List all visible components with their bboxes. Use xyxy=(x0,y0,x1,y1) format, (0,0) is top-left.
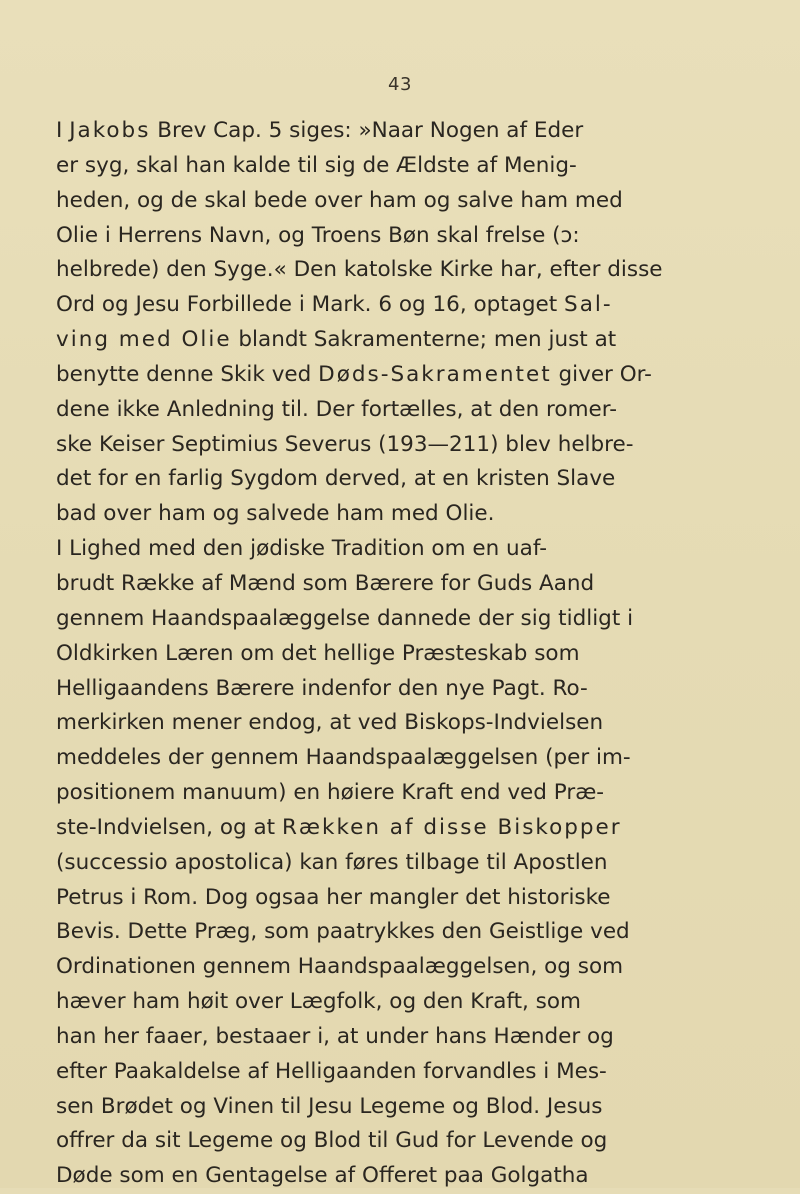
text-line xyxy=(56,915,788,950)
text-line xyxy=(56,1020,788,1055)
text-line xyxy=(56,288,788,323)
spaced-text-segment: Jakobs xyxy=(69,118,151,143)
spaced-text-segment: Rækken af disse Biskopper xyxy=(281,814,622,840)
text-segment: han her faaer, bestaaer i, at under hans Hænder og xyxy=(56,1023,614,1049)
text-segment: det for en farlig Sygdom derved, at en kristen Slave xyxy=(56,466,616,492)
text-segment: benytte denne Skik ved xyxy=(56,361,319,387)
text-segment: Døde som en Gentagelse af Offeret paa Golgatha xyxy=(56,1163,589,1189)
text-segment: giver Or- xyxy=(551,361,652,387)
text-segment: gennem Haandspaalæggelse dannede der sig tidligt i xyxy=(56,605,634,631)
text-line xyxy=(56,985,788,1020)
text-line xyxy=(56,706,788,741)
text-segment: Ord og Jesu Forbillede i Mark. 6 og 16, optaget xyxy=(56,292,565,318)
text-line xyxy=(56,219,788,254)
text-segment: blandt Sakramenterne; men just at xyxy=(231,327,617,353)
text-line xyxy=(56,950,788,985)
text-line xyxy=(56,741,788,776)
text-segment: efter Paakaldelse af Helligaanden forvandles i Mes- xyxy=(56,1058,607,1084)
text-line xyxy=(56,811,788,846)
text-segment: er syg, skal han kalde til sig de Ældste af Menig- xyxy=(56,152,577,178)
text-segment: heden, og de skal bede over ham og salve ham med xyxy=(56,187,623,213)
text-line xyxy=(56,497,788,532)
text-line xyxy=(56,184,788,219)
text-line xyxy=(56,393,788,428)
text-segment: Petrus i Rom. Dog ogsaa her mangler det historiske xyxy=(56,884,611,910)
text-line xyxy=(56,776,788,811)
text-line xyxy=(56,358,788,393)
text-segment: Bevis. Dette Præg, som paatrykkes den Geistlige ved xyxy=(56,919,630,945)
text-line xyxy=(56,881,788,916)
text-segment: hæver ham høit over Lægfolk, og den Kraft, som xyxy=(56,989,581,1015)
text-segment: Olie i Herrens Navn, og Troens Bøn skal frelse (ɔ: xyxy=(56,222,580,248)
text-line xyxy=(56,149,788,184)
text-line xyxy=(56,114,788,149)
text-segment: positionem manuum) en høiere Kraft end ved Præ- xyxy=(56,780,605,806)
text-line xyxy=(56,1055,788,1090)
text-segment: I xyxy=(56,118,70,143)
spaced-text-segment: Sal- xyxy=(564,292,613,318)
text-line xyxy=(56,1090,788,1125)
spaced-text-segment: Døds-Sakramentet xyxy=(318,361,552,387)
text-line xyxy=(56,637,788,672)
text-line xyxy=(56,462,788,497)
text-segment: Helligaandens Bærere indenfor den nye Pagt. Ro- xyxy=(56,675,588,701)
text-segment: ske Keiser Septimius Severus (193—211) blev helbre- xyxy=(56,431,634,457)
text-line xyxy=(56,253,788,288)
text-segment: sen Brødet og Vinen til Jesu Legeme og Blod. Jesus xyxy=(56,1093,603,1119)
text-line xyxy=(56,1159,788,1194)
body-text xyxy=(56,114,788,1194)
text-segment: I Lighed med den jødiske Tradition om en uaf- xyxy=(56,536,547,562)
text-line xyxy=(56,1124,788,1159)
text-segment: bad over ham og salvede ham med Olie. xyxy=(56,501,495,527)
text-segment: Ordinationen gennem Haandspaalæggelsen, og som xyxy=(56,954,624,980)
text-segment: ste-Indvielsen, og at xyxy=(56,814,282,840)
page-number: 43 xyxy=(388,74,412,95)
text-segment: Oldkirken Læren om det hellige Præsteskab som xyxy=(56,640,580,666)
spaced-text-segment: ving med Olie xyxy=(56,327,232,353)
text-segment: brudt Række af Mænd som Bærere for Guds Aand xyxy=(56,570,595,596)
text-line xyxy=(56,567,788,602)
text-segment: (successio apostolica) kan føres tilbage til Apostlen xyxy=(56,849,608,875)
text-segment: dene ikke Anledning til. Der fortælles, at den romer- xyxy=(56,396,617,422)
text-line xyxy=(56,428,788,463)
text-line xyxy=(56,672,788,707)
text-segment: helbrede) den Syge.« Den katolske Kirke har, efter disse xyxy=(56,257,663,283)
text-line xyxy=(56,602,788,637)
text-line xyxy=(56,532,788,567)
text-segment: meddeles der gennem Haandspaalæggelsen (per im- xyxy=(56,745,631,771)
text-segment: merkirken mener endog, at ved Biskops-Indvielsen xyxy=(56,710,604,736)
text-line xyxy=(56,846,788,881)
text-line xyxy=(56,323,788,358)
text-segment: Brev Cap. 5 siges: »Naar Nogen af Eder xyxy=(150,118,584,143)
text-segment: offrer da sit Legeme og Blod til Gud for Levende og xyxy=(56,1128,608,1154)
